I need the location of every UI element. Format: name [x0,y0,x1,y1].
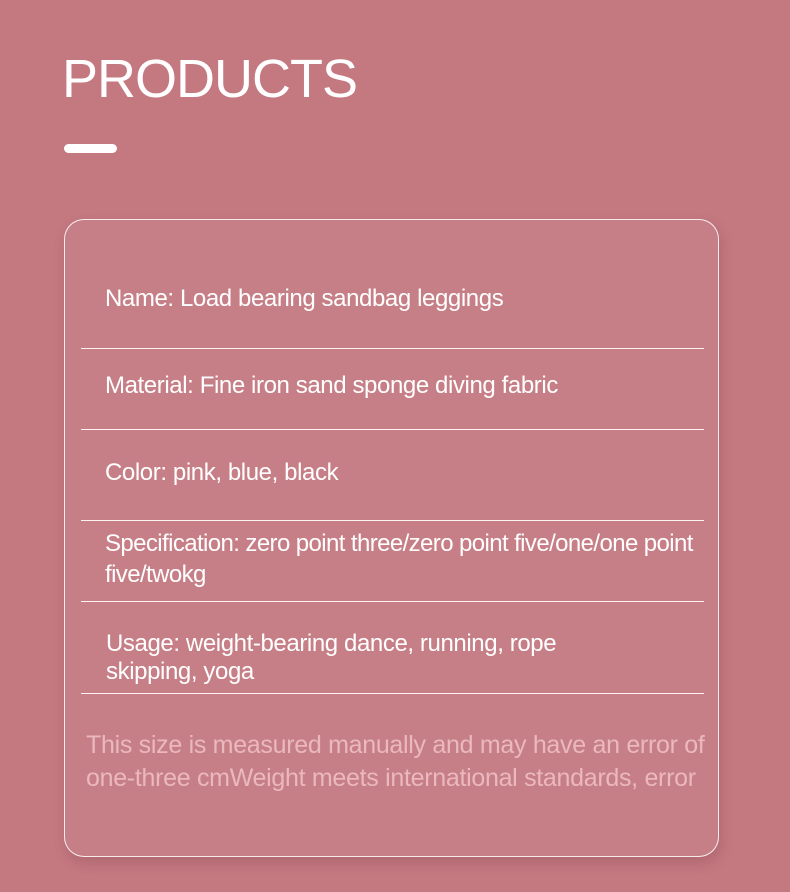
divider [81,520,704,521]
divider [81,429,704,430]
page-title: PRODUCTS [62,49,358,109]
spec-color: Color: pink, blue, black [105,459,339,486]
measurement-note: This size is measured manually and may have an error of one-three cmWeight meets international standards, error [86,731,705,792]
spec-material: Material: Fine iron sand sponge diving fabric [105,372,558,399]
spec-name: Name: Load bearing sandbag leggings [105,285,504,312]
product-info-card [64,219,719,857]
title-underline [64,144,117,153]
spec-usage: Usage: weight-bearing dance, running, rope skipping, yoga [106,630,557,685]
spec-specification: Specification: zero point three/zero point five/one/one point five/twokg [105,530,693,588]
divider [81,693,704,694]
divider [81,601,704,602]
divider [81,348,704,349]
